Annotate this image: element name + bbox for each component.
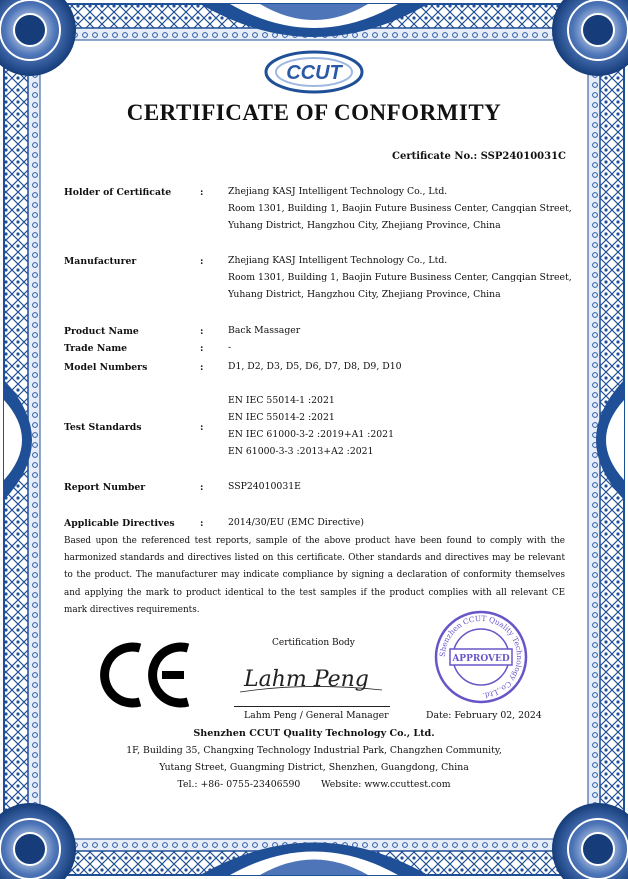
issuer-contact: Tel.: +86- 0755-23406590 Website: www.ccuttest.com — [177, 779, 451, 790]
test-standard-line: EN 61000-3-3 :2013+A2 :2021 — [228, 446, 374, 457]
manufacturer-colon: : — [200, 256, 204, 267]
issuer-address-line2: Yutang Street, Guangming District, Shenzhen, Guangdong, China — [159, 762, 469, 773]
model-numbers-label: Model Numbers — [64, 362, 148, 373]
holder-line: Room 1301, Building 1, Baojin Future Business Center, Cangqian Street, — [228, 203, 572, 214]
stamp-center-text: APPROVED — [452, 654, 510, 664]
page-title: CERTIFICATE OF CONFORMITY — [126, 100, 502, 125]
handwritten-signature — [236, 652, 386, 700]
ccut-logo — [262, 47, 366, 97]
model-numbers-colon: : — [200, 362, 204, 373]
issuer-address-line1: 1F, Building 35, Changxing Technology Industrial Park, Changzhen Community, — [126, 745, 502, 756]
holder-colon: : — [200, 187, 204, 198]
test-standards-colon: : — [200, 422, 204, 433]
certificate-number-value: SSP24010031C — [480, 151, 566, 162]
holder-value — [228, 183, 572, 234]
ce-mark-icon — [100, 640, 195, 710]
directives-colon: : — [200, 518, 204, 529]
signer-name: Lahm Peng / General Manager — [244, 710, 389, 721]
product-name-value: Back Massager — [228, 325, 301, 336]
ce-mark-text: CE — [100, 640, 102, 641]
trade-name-colon: : — [200, 343, 204, 354]
holder-line: Zhejiang KASJ Intelligent Technology Co., Ltd. — [228, 186, 448, 197]
test-standard-line: EN IEC 55014-1 :2021 — [228, 395, 335, 406]
report-number-colon: : — [200, 482, 204, 493]
directives-value: 2014/30/EU (EMC Directive) — [228, 517, 365, 528]
signature-line — [234, 706, 390, 707]
compliance-statement: Based upon the referenced test reports, sample of the above product have been found to comply with the harmonized standards and directives listed on this certificate. Other standards and directives may be relevant to the product. The manufacturer may indicate compliance by signing a declaration of conformity themselves and applying the mark to product identical to the test samples if the product complies with all relevant CE mark directives requirements. — [64, 536, 565, 615]
manufacturer-line: Room 1301, Building 1, Baojin Future Business Center, Cangqian Street, — [228, 272, 572, 283]
trade-name-label: Trade Name — [64, 343, 128, 354]
product-name-colon: : — [200, 326, 204, 337]
manufacturer-line: Zhejiang KASJ Intelligent Technology Co., Ltd. — [228, 255, 448, 266]
test-standard-line: EN IEC 55014-2 :2021 — [228, 412, 335, 423]
holder-line: Yuhang District, Hangzhou City, Zhejiang Province, China — [228, 220, 501, 231]
model-numbers-value: D1, D2, D3, D5, D6, D7, D8, D9, D10 — [228, 361, 402, 372]
directives-label: Applicable Directives — [64, 518, 175, 529]
holder-label: Holder of Certificate — [64, 187, 172, 198]
approved-stamp — [434, 610, 528, 704]
test-standard-line: EN IEC 61000-3-2 :2019+A1 :2021 — [228, 429, 395, 440]
certification-body-label: Certification Body — [272, 638, 355, 648]
manufacturer-line: Yuhang District, Hangzhou City, Zhejiang Province, China — [228, 289, 501, 300]
trade-name-value: - — [228, 342, 232, 353]
issuer-company: Shenzhen CCUT Quality Technology Co., Ltd. — [193, 728, 435, 739]
report-number-label: Report Number — [64, 482, 146, 493]
signature-text: Lahm Peng — [244, 667, 369, 692]
stamp-ring-text: Shenzhen CCUT Quality Technology Co.,Ltd. — [437, 613, 525, 700]
report-number-value: SSP24010031E — [228, 481, 301, 492]
test-standards-value — [228, 392, 394, 460]
manufacturer-label: Manufacturer — [64, 256, 137, 267]
issue-date: Date: February 02, 2024 — [426, 710, 542, 721]
product-name-label: Product Name — [64, 326, 139, 337]
certificate-number-label: Certificate No.: — [392, 151, 481, 162]
certificate-number — [392, 151, 566, 162]
manufacturer-value — [228, 252, 572, 303]
test-standards-label: Test Standards — [64, 422, 142, 433]
logo-text: CCUT — [286, 62, 342, 84]
